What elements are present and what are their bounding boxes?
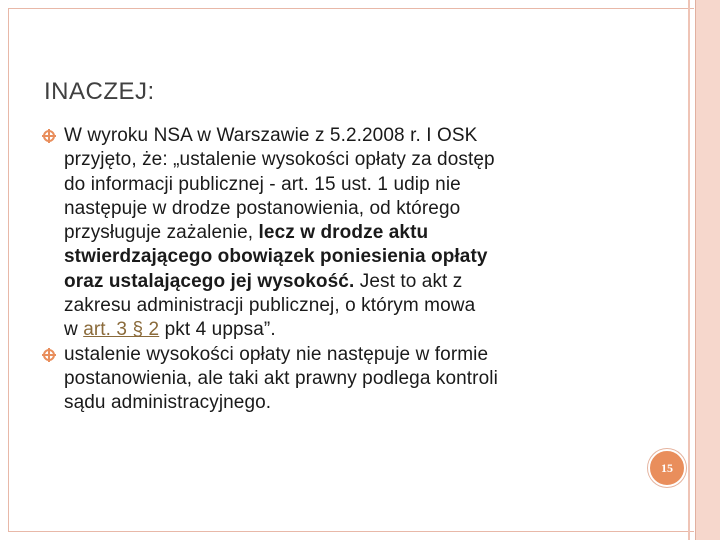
bullet1-after-bold: Jest to akt z — [354, 270, 463, 292]
side-decor-line — [688, 0, 690, 540]
page-number-badge: 15 — [648, 449, 686, 487]
bullet1-line-5 — [64, 221, 622, 245]
bullet1-line-7 — [64, 270, 622, 294]
bullet-item-2 — [42, 343, 622, 416]
bullet2-line-1: ustalenie wysokości opłaty nie następuje w formie — [64, 343, 489, 365]
bullet1-line-1: W wyroku NSA w Warszawie z 5.2.2008 r. I OSK — [64, 125, 478, 146]
bullet2-line-2: postanowienia, ale taki akt prawny podlega kontroli — [64, 367, 498, 389]
bullet1-bold-a: lecz w drodze aktu — [258, 222, 429, 244]
side-decor-band — [695, 0, 720, 540]
bullet1-line-4: następuje w drodze postanowienia, od którego — [64, 197, 461, 219]
bullet1-line-3: do informacji publicznej - art. 15 ust. 1 udip nie — [64, 173, 461, 195]
slide-title: INACZEJ: — [44, 78, 155, 105]
bullet1-line-9 — [64, 318, 622, 342]
bullet-item-1 — [42, 124, 622, 343]
bullet2-line-3: sądu administracyjnego. — [64, 392, 272, 414]
slide-content — [42, 124, 622, 416]
bullet1-post-link: pkt 4 uppsa”. — [159, 319, 276, 341]
bullet1-line-8: zakresu administracji publicznej, o którym mowa — [64, 295, 476, 317]
bullet1-bold-c: oraz ustalającego jej wysokość. — [64, 270, 355, 292]
bullet1-line-5-text: przysługuje zażalenie, — [64, 222, 259, 244]
bullet1-bold-b: stwierdzającego obowiązek poniesienia opłaty — [64, 246, 488, 268]
article-link[interactable]: art. 3 § 2 — [83, 319, 160, 341]
bullet1-pre-link: w — [64, 319, 84, 341]
crosshair-bullet-icon — [42, 129, 56, 143]
crosshair-bullet-icon — [42, 348, 56, 362]
bullet1-line-2: przyjęto, że: „ustalenie wysokości opłaty za dostęp — [64, 149, 495, 171]
